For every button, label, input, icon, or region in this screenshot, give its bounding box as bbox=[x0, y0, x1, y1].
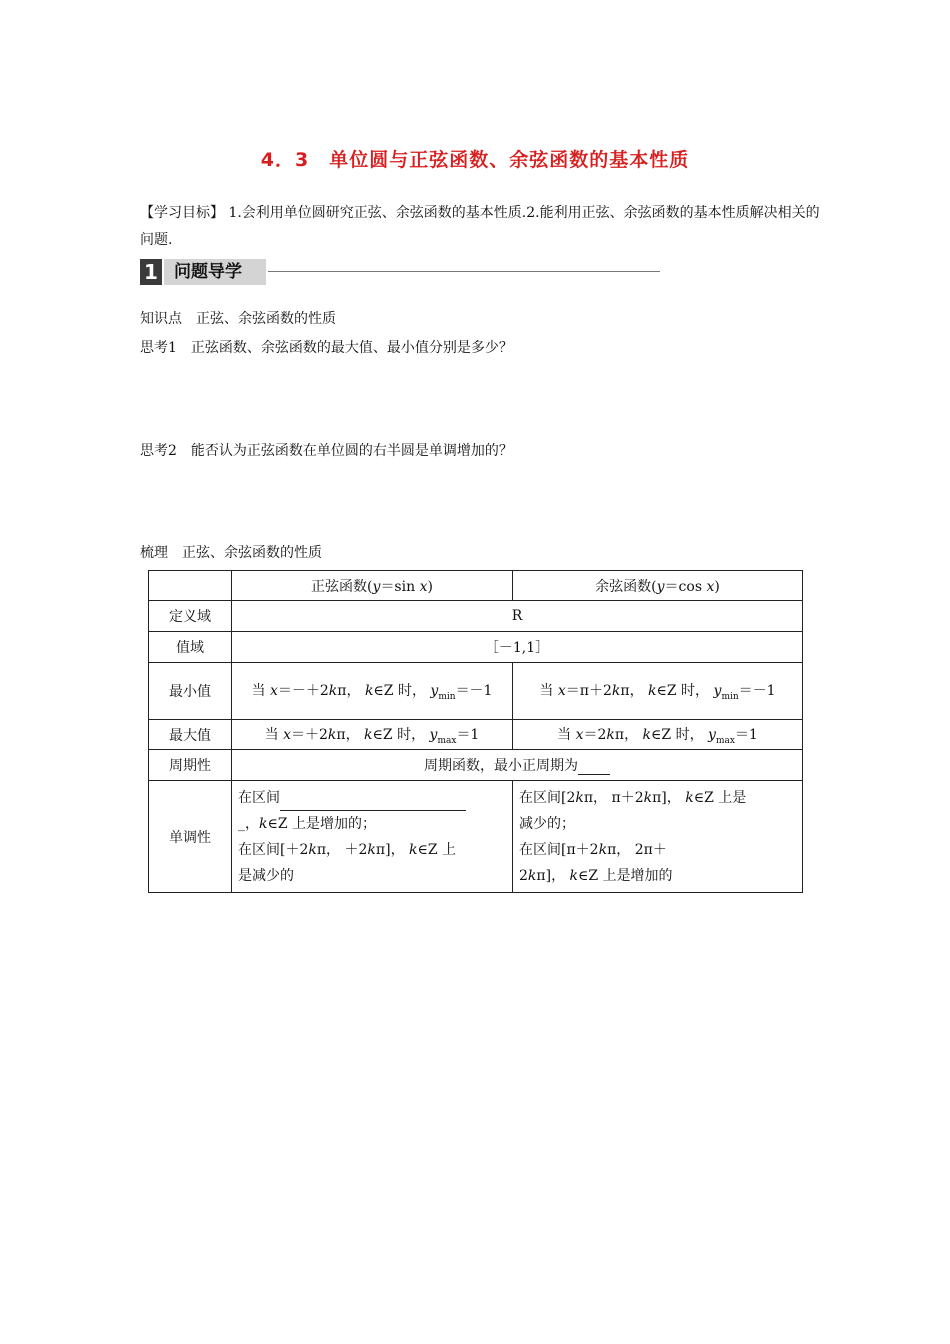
sin-header: 正弦函数(y＝sin x) bbox=[232, 571, 513, 601]
summary-heading: 梳理 正弦、余弦函数的性质 bbox=[140, 545, 322, 561]
page-title: 4．3 单位圆与正弦函数、余弦函数的基本性质 bbox=[260, 149, 690, 171]
cos-min-cell: 当 x＝π＋2kπ， k∈Z 时， $y_{min}=-1$ bbox=[513, 663, 803, 720]
section-label: 问题导学 bbox=[164, 259, 266, 285]
monotonic-row bbox=[149, 781, 803, 893]
sin-increase-interval-blank[interactable] bbox=[280, 784, 466, 811]
section-number: 1 bbox=[140, 259, 162, 285]
domain-value: R bbox=[232, 601, 803, 632]
sin-monotonic-cell: 在区间 _，k∈Z 上是增加的； 在区间[＋2kπ， ＋2kπ]， k∈Z 上 是减少的 bbox=[232, 781, 513, 893]
cos-header: 余弦函数(y＝cos x) bbox=[513, 571, 803, 601]
knowledge-point: 知识点 正弦、余弦函数的性质 bbox=[140, 311, 336, 327]
think-question-2: 思考2 能否认为正弦函数在单位圆的右半圆是单调增加的？ bbox=[140, 443, 513, 459]
learning-objective bbox=[140, 200, 820, 254]
range-label: 值域 bbox=[149, 632, 232, 663]
properties-table bbox=[148, 570, 803, 893]
section-divider bbox=[268, 271, 660, 272]
cos-monotonic-cell: 在区间[2kπ， π＋2kπ]， k∈Z 上是 减少的； 在区间[π＋2kπ， 2π＋ 2kπ]， k∈Z 上是增加的 bbox=[513, 781, 803, 893]
think-question-1: 思考1 正弦函数、余弦函数的最大值、最小值分别是多少？ bbox=[140, 340, 513, 356]
domain-row bbox=[149, 601, 803, 632]
domain-label: 定义域 bbox=[149, 601, 232, 632]
monotonic-label: 单调性 bbox=[149, 781, 232, 893]
table-corner-cell bbox=[149, 571, 232, 601]
objective-text: 1.会利用单位圆研究正弦、余弦函数的基本性质.2.能利用正弦、余弦函数的基本性质解决相关的问题. bbox=[140, 205, 820, 248]
max-row bbox=[149, 720, 803, 750]
cos-max-cell: 当 x＝2kπ， k∈Z 时， $y_{max}=1$ bbox=[513, 720, 803, 750]
period-answer-blank[interactable] bbox=[578, 758, 610, 775]
table-header-row bbox=[149, 571, 803, 601]
period-label: 周期性 bbox=[149, 750, 232, 781]
max-label: 最大值 bbox=[149, 720, 232, 750]
objective-label: 【学习目标】 bbox=[140, 205, 224, 221]
period-value: 周期函数，最小正周期为 bbox=[232, 750, 803, 781]
min-row bbox=[149, 663, 803, 720]
min-label: 最小值 bbox=[149, 663, 232, 720]
sin-max-cell: 当 x＝＋2kπ， k∈Z 时， $y_{max}=1$ bbox=[232, 720, 513, 750]
range-value: ［－1,1］ bbox=[232, 632, 803, 663]
range-row bbox=[149, 632, 803, 663]
sin-min-cell: 当 x＝－＋2kπ， k∈Z 时， $y_{min}=-1$ bbox=[232, 663, 513, 720]
period-row bbox=[149, 750, 803, 781]
